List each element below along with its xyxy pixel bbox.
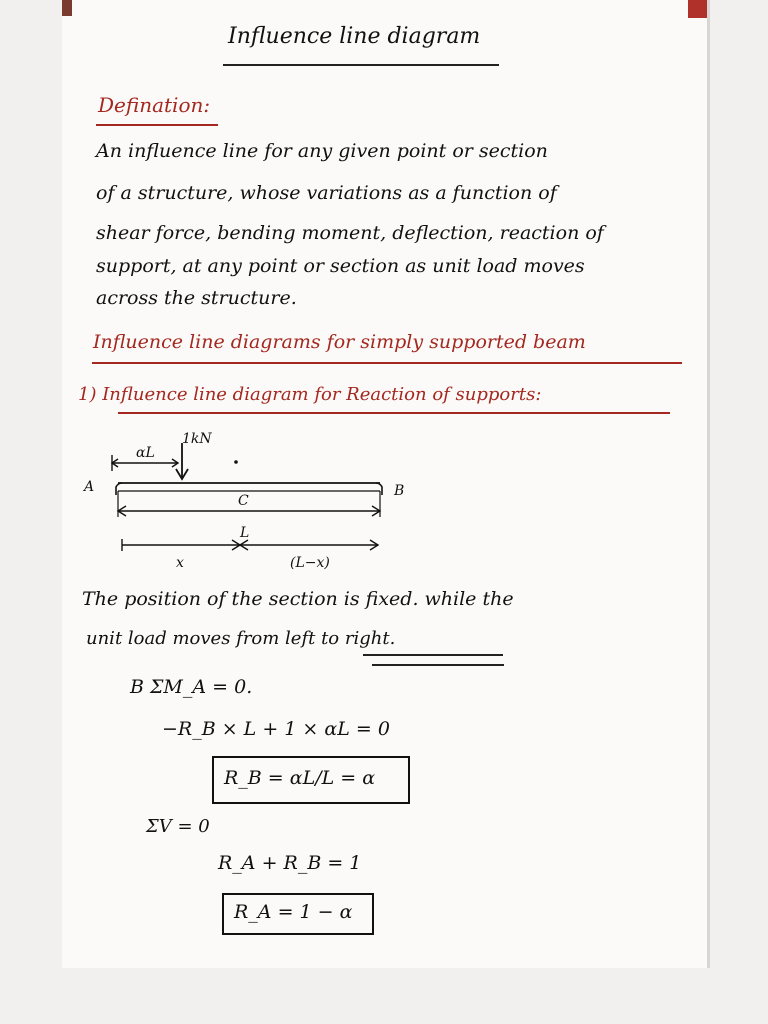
left-segment-label: x [176, 555, 184, 571]
page-title: Influence line diagram [228, 24, 481, 49]
point-a-label: A [84, 479, 95, 495]
definition-underline [96, 124, 218, 126]
definition-line-2: of a structure, whose variations as a function of [96, 182, 557, 204]
title-underline [223, 64, 499, 66]
subsection-underline [118, 412, 670, 414]
load-distance-label: αL [136, 445, 155, 461]
point-b-label: B [394, 483, 405, 499]
support-a [116, 483, 122, 495]
explanation-line-2: unit load moves from left to right. [86, 628, 396, 649]
rb-result: R_B = αL/L = α [224, 767, 376, 789]
definition-heading: Defination: [98, 93, 211, 117]
sum-reactions: R_A + R_B = 1 [218, 852, 362, 874]
beam-diagram [80, 425, 420, 575]
subsection-heading: 1) Influence line diagram for Reaction of supports: [78, 384, 542, 405]
section-heading: Influence line diagrams for simply supported beam [93, 331, 586, 353]
moment-equation: B ΣM_A = 0. [130, 676, 253, 698]
point-c-label: C [238, 493, 249, 509]
moment-expansion: −R_B × L + 1 × αL = 0 [162, 718, 390, 740]
load-label: 1kN [182, 431, 212, 447]
span-label: L [240, 525, 250, 541]
support-b [376, 483, 382, 495]
right-segment-label: (L−x) [290, 555, 330, 571]
definition-line-3: shear force, bending moment, deflection, reaction of [96, 222, 604, 244]
page-corner-dark [62, 0, 72, 16]
ra-result: R_A = 1 − α [234, 901, 353, 923]
definition-line-5: across the structure. [96, 287, 297, 309]
section-point [234, 460, 238, 464]
section-underline [92, 362, 682, 364]
definition-line-1: An influence line for any given point or section [96, 140, 548, 162]
left-to-right-underline-2 [372, 664, 504, 666]
explanation-line-1: The position of the section is fixed. while the [82, 588, 514, 610]
left-to-right-underline [363, 654, 503, 656]
vertical-equilibrium: ΣV = 0 [146, 816, 210, 837]
definition-line-4: support, at any point or section as unit load moves [96, 255, 585, 277]
page-corner-red [688, 0, 707, 18]
